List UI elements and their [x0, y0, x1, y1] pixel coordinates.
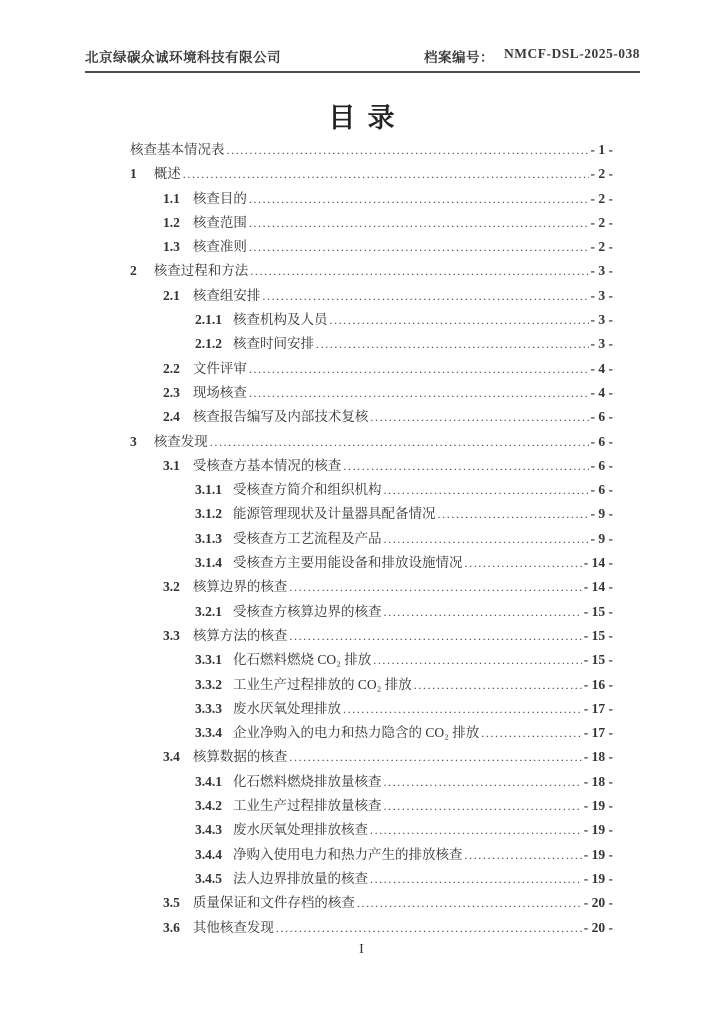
toc-entry-number: 3.5: [163, 895, 180, 911]
toc-entry: [85, 843, 613, 867]
toc-entry-page: - 3 -: [590, 287, 613, 303]
toc-leader-dots: [330, 312, 589, 328]
archive-number-code: NMCF-DSL-2025-038: [504, 46, 640, 61]
toc-leader-dots: [370, 871, 582, 887]
toc-entry: [85, 405, 613, 429]
toc-leader-dots: [481, 725, 582, 741]
toc-entry-number: 2.2: [163, 360, 180, 376]
toc-entry-label: 化石燃料燃烧 CO₂ 排放: [233, 652, 372, 668]
toc-entry-page: - 19 -: [583, 822, 613, 838]
toc-leader-dots: [384, 798, 582, 814]
toc-entry-number: 1: [130, 166, 137, 182]
toc-entry-page: - 3 -: [590, 336, 613, 352]
toc-leader-dots: [465, 555, 582, 571]
toc-entry-page: - 18 -: [583, 773, 613, 789]
toc-leader-dots: [438, 506, 589, 522]
toc-entry-label: 核查发现: [153, 433, 208, 449]
toc-entry-label: 法人边界排放量的核查: [233, 870, 368, 886]
toc-leader-dots: [343, 701, 582, 717]
toc-leader-dots: [289, 579, 581, 595]
toc-leader-dots: [210, 434, 589, 450]
toc-entry: [85, 381, 613, 405]
toc-entry-page: - 1 -: [590, 142, 613, 157]
toc-leader-dots: [343, 458, 588, 474]
toc-entry-label: 现场核查: [192, 384, 247, 400]
toc-leader-dots: [262, 288, 588, 304]
toc-leader-dots: [384, 531, 589, 547]
toc-entry-page: - 19 -: [583, 870, 613, 886]
toc-entry: [85, 430, 613, 454]
toc-leader-dots: [384, 482, 589, 498]
toc-entry-label: 受核查方核算边界的核查: [233, 603, 382, 619]
toc-entry-number: 3.1: [163, 457, 180, 473]
toc-entry-page: - 3 -: [590, 263, 613, 279]
toc-leader-dots: [289, 749, 581, 765]
toc-leader-dots: [465, 847, 582, 863]
toc-entry-number: 3.4: [163, 749, 180, 765]
toc-entry: [85, 648, 613, 672]
toc-entry: [85, 235, 613, 259]
toc-entry-page: - 20 -: [583, 919, 613, 935]
toc-leader-dots: [249, 191, 589, 207]
toc-entry-number: 1.2: [163, 214, 180, 230]
toc-entry: [85, 332, 613, 356]
toc-entry-label: 核查报告编写及内部技术复核: [192, 409, 369, 425]
toc-entry-label: 净购入使用电力和热力产生的排放核查: [233, 846, 463, 862]
toc-entry-page: - 9 -: [590, 506, 613, 522]
toc-entry-number: 2.4: [163, 409, 180, 425]
toc-entry-label: 工业生产过程排放量核查: [233, 798, 382, 814]
toc-entry-label: 核查过程和方法: [153, 263, 249, 279]
toc-entry-number: 3.4.1: [195, 773, 222, 789]
toc-entry-label: 工业生产过程排放的 CO₂ 排放: [233, 676, 412, 692]
toc-entry-page: - 6 -: [590, 409, 613, 425]
toc-entry-number: 2: [130, 263, 137, 279]
toc-entry-label: 废水厌氧处理排放: [233, 700, 341, 716]
toc-entry-page: - 19 -: [583, 846, 613, 862]
toc-entry-label: 化石燃料燃烧排放量核查: [233, 773, 382, 789]
toc-entry: [85, 454, 613, 478]
toc-entry-number: 3.6: [163, 919, 180, 935]
toc-entry-label: 其他核查发现: [192, 919, 274, 935]
toc-entry-label: 受核查方主要用能设备和排放设施情况: [233, 555, 463, 571]
toc-entry-label: 受核查方基本情况的核查: [192, 457, 342, 473]
toc-entry: [85, 721, 613, 745]
toc-entry-label: 核查基本情况表: [130, 142, 225, 157]
toc-leader-dots: [316, 336, 589, 352]
toc-entry-number: 1.1: [163, 190, 180, 206]
toc-entry-page: - 14 -: [583, 555, 613, 571]
toc-entry: [85, 867, 613, 891]
toc-entry-label: 企业净购入的电力和热力隐含的 CO₂ 排放: [233, 725, 480, 741]
toc-leader-dots: [414, 677, 582, 693]
toc-entry: [85, 357, 613, 381]
toc-entry: [85, 600, 613, 624]
toc-title: 目录: [328, 103, 407, 133]
toc-entry-number: 3.4.2: [195, 798, 222, 814]
toc-entry-number: 3.4.3: [195, 822, 222, 838]
toc-entry-label: 核查机构及人员: [233, 312, 328, 328]
toc-leader-dots: [227, 142, 589, 158]
toc-entry-page: - 2 -: [590, 239, 613, 255]
toc-entry-number: 2.3: [163, 384, 180, 400]
toc-entry-number: 3.3.3: [195, 700, 222, 716]
toc-entry-label: 受核查方简介和组织机构: [233, 482, 382, 498]
toc-entry-page: - 9 -: [590, 530, 613, 546]
toc-entry: [85, 697, 613, 721]
toc-entry-label: 概述: [153, 166, 181, 182]
toc-entry-page: - 6 -: [590, 433, 613, 449]
toc-entry-number: 2.1.2: [195, 336, 222, 352]
archive-number-label: 档案编号：: [424, 50, 494, 65]
toc-entry-label: 质量保证和文件存档的核查: [192, 895, 355, 911]
toc-entry-number: 3.3: [163, 627, 180, 643]
toc-leader-dots: [370, 822, 582, 838]
toc-entry-page: - 3 -: [590, 312, 613, 328]
toc-entry: [85, 284, 613, 308]
toc-entry-page: - 20 -: [583, 895, 613, 911]
toc-leader-dots: [357, 895, 582, 911]
toc-leader-dots: [249, 239, 589, 255]
footer-page-number: I: [359, 942, 364, 957]
toc-entry: [85, 575, 613, 599]
toc-entry-label: 核查组安排: [192, 287, 261, 303]
toc-leader-dots: [250, 263, 588, 279]
toc-leader-dots: [384, 604, 582, 620]
toc-entry-page: - 15 -: [583, 652, 613, 668]
toc-entry-label: 核算数据的核查: [192, 749, 288, 765]
toc-entry-page: - 16 -: [583, 676, 613, 692]
toc-entry-page: - 4 -: [590, 384, 613, 400]
toc-entry: [85, 818, 613, 842]
toc-entry-label: 核算边界的核查: [192, 579, 288, 595]
toc-entry-label: 能源管理现状及计量器具配备情况: [233, 506, 436, 522]
toc-leader-dots: [373, 652, 582, 668]
toc-entry-label: 受核查方工艺流程及产品: [233, 530, 382, 546]
toc-entry-number: 1.3: [163, 239, 180, 255]
toc-entry: [85, 673, 613, 697]
toc-entry-page: - 18 -: [583, 749, 613, 765]
toc-entry-label: 核查范围: [192, 214, 247, 230]
toc-entry-page: - 15 -: [583, 627, 613, 643]
toc-entry-number: 2.1: [163, 287, 180, 303]
toc-entry-number: 3.1.2: [195, 506, 222, 522]
toc-entry: [85, 770, 613, 794]
toc-entry-label: 废水厌氧处理排放核查: [233, 822, 368, 838]
toc-entry-number: 3.3.2: [195, 676, 222, 692]
toc-entry: [85, 308, 613, 332]
toc-entry: [85, 211, 613, 235]
toc-entry: [85, 259, 613, 283]
toc-entry: [85, 478, 613, 502]
toc-entry-number: 2.1.1: [195, 312, 222, 328]
toc-entry-label: 文件评审: [192, 360, 247, 376]
archive-number: [424, 46, 640, 66]
toc-entry-number: 3.1.4: [195, 555, 222, 571]
toc-entry-page: - 15 -: [583, 603, 613, 619]
toc-leader-dots: [249, 361, 589, 377]
toc-entry-page: - 4 -: [590, 360, 613, 376]
toc-entry-number: 3: [130, 433, 137, 449]
toc-leader-dots: [249, 385, 589, 401]
toc-entry-label: 核查时间安排: [233, 336, 314, 352]
toc-entry: [85, 527, 613, 551]
toc-entry: [85, 891, 613, 915]
toc-leader-dots: [384, 774, 582, 790]
toc-entry-number: 3.2.1: [195, 603, 222, 619]
toc-entry: [85, 624, 613, 648]
toc-entry-number: 3.4.5: [195, 870, 222, 886]
toc-leader-dots: [276, 920, 582, 936]
toc-entry: [85, 794, 613, 818]
toc-entry-page: - 6 -: [590, 482, 613, 498]
toc-entry-page: - 2 -: [590, 214, 613, 230]
toc-leader-dots: [249, 215, 589, 231]
toc-entry: [85, 745, 613, 769]
toc-entry-number: 3.2: [163, 579, 180, 595]
toc-entry: [85, 916, 613, 940]
toc-leader-dots: [370, 409, 588, 425]
toc-entry-number: 3.1.3: [195, 530, 222, 546]
toc-entry-number: 3.1.1: [195, 482, 222, 498]
toc-entry-page: - 19 -: [583, 798, 613, 814]
toc-entry-label: 核查准则: [192, 239, 247, 255]
toc-leader-dots: [183, 166, 589, 182]
toc-entry: [85, 187, 613, 211]
toc-entry-label: 核查目的: [192, 190, 247, 206]
toc-entry: [85, 502, 613, 526]
company-name: 北京绿碳众诚环境科技有限公司: [85, 50, 281, 65]
toc-entry-page: - 17 -: [583, 700, 613, 716]
toc-list: [85, 138, 613, 940]
toc-entry-number: 3.4.4: [195, 846, 222, 862]
toc-leader-dots: [289, 628, 581, 644]
toc-entry-number: 3.3.4: [195, 725, 222, 741]
toc-entry-page: - 2 -: [590, 166, 613, 182]
toc-entry: [85, 551, 613, 575]
toc-entry-label: 核算方法的核查: [192, 627, 288, 643]
toc-entry-number: 3.3.1: [195, 652, 222, 668]
toc-entry: [85, 162, 613, 186]
toc-entry-page: - 2 -: [590, 190, 613, 206]
toc-entry: [85, 138, 613, 162]
toc-entry-page: - 14 -: [583, 579, 613, 595]
toc-entry-page: - 17 -: [583, 725, 613, 741]
toc-entry-page: - 6 -: [590, 457, 613, 473]
page-header: [85, 46, 640, 73]
